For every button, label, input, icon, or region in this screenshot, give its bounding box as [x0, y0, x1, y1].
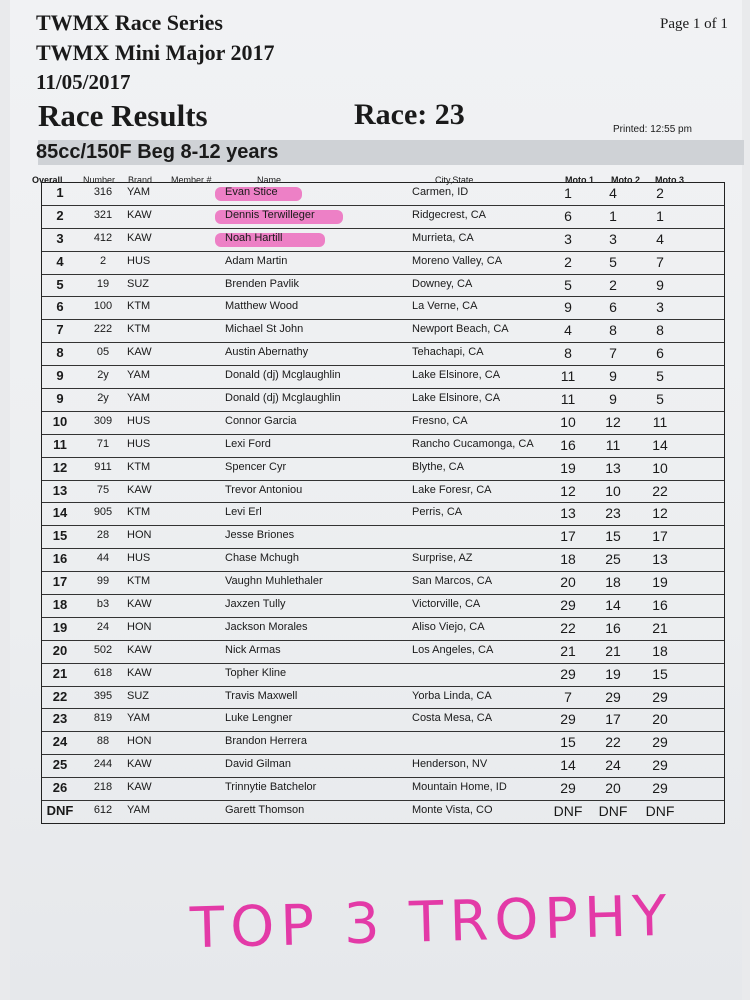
- rider-brand: SUZ: [127, 277, 149, 290]
- rider-number: 100: [93, 300, 113, 313]
- overall-place: 21: [52, 665, 68, 681]
- table-row: [42, 412, 724, 435]
- rider-name: Evan Stice: [225, 186, 278, 198]
- rider-brand: KTM: [127, 506, 151, 519]
- table-row: [42, 275, 724, 298]
- table-row: [42, 618, 724, 641]
- col-header-moto2: Moto 2: [611, 175, 640, 185]
- moto2-result: 19: [605, 665, 621, 682]
- overall-place: 6: [56, 299, 64, 315]
- rider-number: 75: [96, 483, 110, 496]
- rider-name: Brandon Herrera: [225, 735, 307, 748]
- rider-city: San Marcos, CA: [412, 575, 493, 588]
- rider-number: 71: [96, 437, 110, 450]
- rider-name: Lexi Ford: [225, 437, 271, 450]
- moto3-result: 2: [656, 185, 664, 201]
- moto3-result: 18: [652, 642, 668, 659]
- rider-city: Ridgecrest, CA: [412, 208, 486, 221]
- rider-number: b3: [96, 598, 110, 611]
- overall-place: 16: [52, 551, 68, 567]
- rider-number: 19: [96, 277, 110, 290]
- rider-number: 05: [96, 346, 110, 359]
- rider-brand: HUS: [127, 254, 151, 267]
- moto3-result: 4: [656, 230, 664, 247]
- moto3-result: 8: [656, 322, 664, 339]
- overall-place: 13: [52, 482, 68, 498]
- rider-city: Lake Elsinore, CA: [412, 369, 501, 382]
- moto1-result: 10: [560, 413, 576, 430]
- rider-number: 218: [93, 781, 113, 794]
- rider-city: Tehachapi, CA: [412, 346, 484, 359]
- rider-brand: KAW: [127, 758, 152, 771]
- moto3-result: 5: [656, 368, 664, 385]
- moto3-result: 29: [652, 757, 668, 774]
- moto1-result: 21: [560, 642, 576, 659]
- rider-city: Fresno, CA: [412, 414, 468, 427]
- table-row: [42, 389, 724, 412]
- moto2-result: 13: [605, 459, 621, 476]
- moto3-result: 22: [652, 482, 668, 499]
- moto3-result: 1: [656, 207, 664, 224]
- rider-brand: KAW: [127, 598, 152, 611]
- rider-brand: YAM: [127, 369, 151, 382]
- rider-number: 28: [96, 529, 110, 542]
- table-row: [42, 320, 724, 343]
- rider-city: Lake Foresr, CA: [412, 483, 492, 496]
- moto2-result: 11: [605, 436, 621, 453]
- overall-place: 23: [52, 711, 68, 727]
- table-row: [42, 297, 724, 320]
- rider-city: Downey, CA: [412, 277, 473, 290]
- rider-name: Trinnytie Batchelor: [225, 781, 317, 794]
- moto3-result: 20: [652, 711, 668, 728]
- rider-brand: HUS: [127, 437, 151, 450]
- rider-number: 222: [93, 323, 113, 336]
- table-row: [42, 755, 724, 778]
- moto2-result: 15: [605, 528, 621, 545]
- moto2-result: 16: [605, 619, 621, 636]
- table-row: [42, 572, 724, 595]
- table-row: [42, 801, 724, 823]
- moto1-result: DNF: [553, 803, 583, 820]
- rider-brand: SUZ: [127, 689, 149, 702]
- col-header-number: Number: [83, 175, 116, 185]
- event-date: 11/05/2017: [36, 70, 131, 94]
- rider-city: Monte Vista, CO: [412, 804, 493, 817]
- rider-brand: HUS: [127, 414, 151, 427]
- moto1-result: 18: [560, 551, 576, 568]
- rider-name: Luke Lengner: [225, 712, 293, 725]
- rider-brand: KAW: [127, 346, 152, 359]
- moto2-result: 4: [609, 185, 617, 201]
- overall-place: 10: [52, 413, 68, 429]
- results-sheet: [10, 0, 742, 1000]
- moto3-result: 15: [652, 665, 668, 682]
- overall-place: 24: [52, 734, 68, 750]
- moto2-result: 9: [609, 368, 617, 385]
- rider-number: 618: [93, 666, 113, 679]
- rider-city: Murrieta, CA: [412, 231, 474, 244]
- moto1-result: 29: [560, 780, 576, 797]
- overall-place: 26: [52, 780, 68, 796]
- moto1-result: 29: [560, 665, 576, 682]
- overall-place: 1: [56, 185, 64, 200]
- rider-number: 99: [96, 575, 110, 588]
- rider-name: Vaughn Muhlethaler: [225, 575, 323, 588]
- moto2-result: 29: [605, 688, 621, 705]
- moto1-result: 4: [564, 322, 572, 339]
- moto2-result: 8: [609, 322, 617, 339]
- moto1-result: 3: [564, 230, 572, 247]
- moto1-result: 13: [560, 505, 576, 522]
- table-row: [42, 503, 724, 526]
- rider-brand: KAW: [127, 666, 152, 679]
- rider-name: Spencer Cyr: [225, 460, 287, 473]
- rider-number: 819: [93, 712, 113, 725]
- rider-number: 412: [93, 231, 113, 244]
- moto1-result: 16: [560, 436, 576, 453]
- rider-brand: YAM: [127, 712, 151, 725]
- moto3-result: 5: [656, 391, 664, 408]
- moto2-result: 5: [609, 253, 617, 270]
- rider-city: Surprise, AZ: [412, 552, 473, 565]
- rider-brand: KAW: [127, 208, 152, 221]
- rider-name: Connor Garcia: [225, 414, 297, 427]
- moto3-result: 9: [656, 276, 664, 293]
- moto3-result: DNF: [645, 803, 675, 820]
- rider-brand: HUS: [127, 552, 151, 565]
- rider-city: Victorville, CA: [412, 598, 481, 611]
- rider-name: Topher Kline: [225, 666, 287, 679]
- moto2-result: 7: [609, 345, 617, 362]
- table-row: [42, 778, 724, 801]
- rider-brand: HON: [127, 529, 152, 542]
- rider-number: 316: [93, 186, 113, 198]
- table-row: [42, 687, 724, 710]
- moto1-result: 12: [560, 482, 576, 499]
- table-row: [42, 595, 724, 618]
- overall-place: 7: [56, 322, 64, 338]
- rider-brand: KTM: [127, 460, 151, 473]
- rider-name: Adam Martin: [225, 254, 288, 267]
- moto3-result: 13: [652, 551, 668, 568]
- moto1-result: 17: [560, 528, 576, 545]
- rider-brand: KTM: [127, 575, 151, 588]
- col-header-overall: Overall: [32, 175, 63, 185]
- rider-name: Austin Abernathy: [225, 346, 309, 359]
- results-table: [41, 182, 725, 824]
- rider-name: Trevor Antoniou: [225, 483, 303, 496]
- rider-name: Nick Armas: [225, 643, 281, 656]
- moto1-result: 14: [560, 757, 576, 774]
- moto2-result: 14: [605, 597, 621, 614]
- moto2-result: 18: [605, 574, 621, 591]
- series-title: TWMX Race Series: [36, 10, 223, 35]
- col-header-city: City,State: [435, 175, 474, 185]
- moto3-result: 19: [652, 574, 668, 591]
- rider-city: Perris, CA: [412, 506, 463, 519]
- moto2-result: 17: [605, 711, 621, 728]
- rider-city: Los Angeles, CA: [412, 643, 494, 656]
- rider-name: Donald (dj) Mcglaughlin: [225, 392, 341, 405]
- rider-city: Aliso Viejo, CA: [412, 620, 485, 633]
- rider-brand: KTM: [127, 323, 151, 336]
- page-number: Page 1 of 1: [660, 16, 728, 32]
- rider-number: 309: [93, 414, 113, 427]
- overall-place: 14: [52, 505, 68, 521]
- moto1-result: 29: [560, 711, 576, 728]
- overall-place: 22: [52, 688, 68, 704]
- moto1-result: 6: [564, 207, 572, 224]
- moto2-result: 24: [605, 757, 621, 774]
- moto1-result: 5: [564, 276, 572, 293]
- table-row: [42, 481, 724, 504]
- rider-city: Newport Beach, CA: [412, 323, 509, 336]
- moto1-result: 1: [564, 185, 572, 201]
- table-row: [42, 549, 724, 572]
- moto2-result: 2: [609, 276, 617, 293]
- table-row: [42, 343, 724, 366]
- moto3-result: 3: [656, 299, 664, 316]
- rider-number: 911: [94, 460, 112, 473]
- handwritten-note: TOP 3 TROPHY: [189, 883, 674, 962]
- overall-place: 12: [52, 459, 68, 475]
- rider-name: Matthew Wood: [225, 300, 299, 313]
- overall-place: 3: [56, 230, 64, 246]
- rider-number: 905: [93, 506, 113, 519]
- table-row: [42, 229, 724, 252]
- rider-number: 321: [93, 208, 113, 221]
- table-row: [42, 458, 724, 481]
- moto2-result: 22: [605, 734, 621, 751]
- rider-city: Rancho Cucamonga, CA: [412, 437, 534, 450]
- event-title: TWMX Mini Major 2017: [36, 40, 275, 65]
- table-row: [42, 206, 724, 229]
- rider-name: Dennis Terwilleger: [225, 208, 315, 221]
- overall-place: 19: [52, 619, 68, 635]
- moto1-result: 20: [560, 574, 576, 591]
- results-title: Race Results: [38, 98, 208, 133]
- rider-name: Donald (dj) Mcglaughlin: [225, 369, 341, 382]
- moto2-result: 21: [605, 642, 621, 659]
- col-header-brand: Brand: [128, 175, 153, 185]
- overall-place: 2: [56, 207, 64, 223]
- rider-city: Moreno Valley, CA: [412, 254, 503, 267]
- overall-place: 11: [53, 436, 67, 452]
- rider-number: 2y: [97, 392, 109, 405]
- col-header-name: Name: [257, 175, 282, 185]
- rider-brand: YAM: [127, 186, 151, 198]
- col-header-moto3: Moto 3: [655, 175, 684, 185]
- rider-number: 612: [93, 804, 113, 817]
- rider-brand: KTM: [127, 300, 151, 313]
- rider-brand: KAW: [127, 231, 152, 244]
- rider-number: 502: [93, 643, 113, 656]
- rider-number: 2y: [97, 369, 109, 382]
- overall-place: 25: [52, 757, 68, 773]
- moto2-result: 10: [605, 482, 621, 499]
- rider-city: Costa Mesa, CA: [412, 712, 493, 725]
- moto1-result: 22: [560, 619, 576, 636]
- moto2-result: 3: [609, 230, 617, 247]
- overall-place: DNF: [46, 803, 74, 819]
- moto1-result: 11: [560, 368, 576, 385]
- overall-place: 9: [56, 391, 64, 407]
- overall-place: 18: [52, 597, 68, 613]
- rider-name: Garett Thomson: [225, 804, 305, 817]
- rider-name: Travis Maxwell: [225, 689, 298, 702]
- moto3-result: 12: [652, 505, 668, 522]
- rider-city: Lake Elsinore, CA: [412, 392, 501, 405]
- rider-name: Jesse Briones: [225, 529, 295, 542]
- rider-name: Jaxzen Tully: [225, 598, 286, 611]
- printed-time: Printed: 12:55 pm: [613, 124, 692, 135]
- moto1-result: 19: [560, 459, 576, 476]
- race-number: Race: 23: [354, 98, 465, 131]
- rider-city: Yorba Linda, CA: [412, 689, 492, 702]
- table-row: [42, 252, 724, 275]
- moto1-result: 15: [560, 734, 576, 751]
- moto2-result: 9: [609, 391, 617, 408]
- overall-place: 5: [56, 276, 64, 292]
- rider-number: 44: [96, 552, 110, 565]
- rider-city: La Verne, CA: [412, 300, 478, 313]
- rider-brand: HON: [127, 620, 152, 633]
- rider-number: 88: [96, 735, 110, 748]
- overall-place: 17: [52, 574, 68, 590]
- moto2-result: 20: [605, 780, 621, 797]
- moto3-result: 21: [652, 619, 668, 636]
- moto3-result: 7: [656, 253, 664, 270]
- moto2-result: 1: [609, 207, 617, 224]
- overall-place: 20: [52, 642, 68, 658]
- table-row: [42, 641, 724, 664]
- moto2-result: 23: [605, 505, 621, 522]
- rider-name: David Gilman: [225, 758, 292, 771]
- overall-place: 4: [56, 253, 64, 269]
- col-header-moto1: Moto 1: [565, 175, 594, 185]
- rider-name: Levi Erl: [225, 506, 262, 519]
- moto2-result: 12: [605, 413, 621, 430]
- moto3-result: 6: [656, 345, 664, 362]
- rider-name: Chase Mchugh: [225, 552, 299, 565]
- moto2-result: DNF: [598, 803, 628, 820]
- moto1-result: 8: [564, 345, 572, 362]
- class-name: 85cc/150F Beg 8-12 years: [36, 141, 279, 163]
- table-row: [42, 183, 724, 206]
- rider-name: Noah Hartill: [225, 231, 283, 244]
- rider-city: Henderson, NV: [412, 758, 488, 771]
- overall-place: 8: [56, 345, 64, 361]
- rider-number: 395: [93, 689, 113, 702]
- rider-brand: HON: [127, 735, 152, 748]
- moto3-result: 10: [652, 459, 668, 476]
- col-header-member: Member #: [171, 175, 212, 185]
- rider-city: Carmen, ID: [412, 186, 469, 198]
- rider-brand: YAM: [127, 804, 151, 817]
- moto1-result: 7: [564, 688, 572, 705]
- table-row: [42, 664, 724, 687]
- moto1-result: 29: [560, 597, 576, 614]
- moto2-result: 25: [605, 551, 621, 568]
- overall-place: 9: [56, 368, 64, 384]
- rider-brand: KAW: [127, 483, 152, 496]
- overall-place: 15: [52, 528, 68, 544]
- rider-city: Blythe, CA: [412, 460, 464, 473]
- rider-name: Jackson Morales: [225, 620, 308, 633]
- table-row: [42, 526, 724, 549]
- moto3-result: 29: [652, 780, 668, 797]
- moto3-result: 14: [652, 436, 668, 453]
- rider-brand: KAW: [127, 643, 152, 656]
- table-row: [42, 709, 724, 732]
- moto3-result: 11: [652, 413, 668, 430]
- moto3-result: 17: [652, 528, 668, 545]
- rider-number: 24: [96, 620, 110, 633]
- moto3-result: 29: [652, 734, 668, 751]
- moto1-result: 2: [564, 253, 572, 270]
- moto1-result: 11: [560, 391, 576, 408]
- moto1-result: 9: [564, 299, 572, 316]
- rider-brand: YAM: [127, 392, 151, 405]
- table-row: [42, 732, 724, 755]
- moto3-result: 29: [652, 688, 668, 705]
- rider-name: Michael St John: [225, 323, 304, 336]
- rider-number: 2: [99, 254, 107, 267]
- rider-city: Mountain Home, ID: [412, 781, 507, 794]
- rider-brand: KAW: [127, 781, 152, 794]
- rider-number: 244: [93, 758, 113, 771]
- table-row: [42, 366, 724, 389]
- rider-name: Brenden Pavlik: [225, 277, 299, 290]
- moto3-result: 16: [652, 597, 668, 614]
- moto2-result: 6: [609, 299, 617, 316]
- table-row: [42, 435, 724, 458]
